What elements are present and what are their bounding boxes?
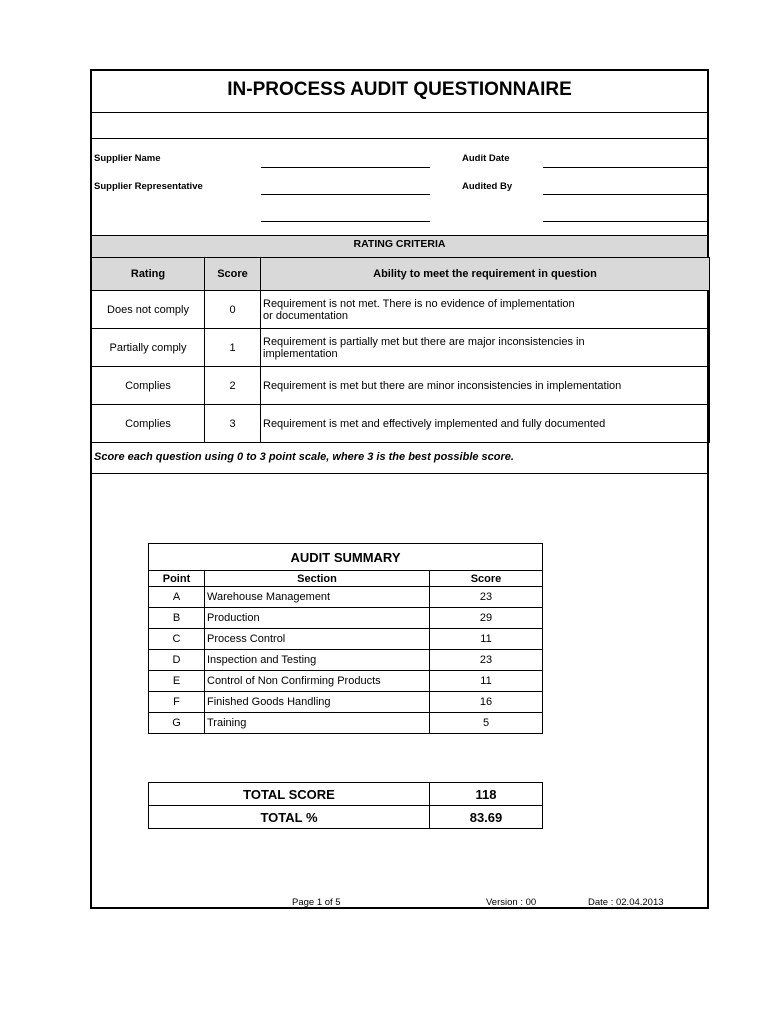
supplier-rep-field[interactable] (261, 194, 430, 195)
section-cell: Finished Goods Handling (205, 692, 430, 713)
table-row (149, 650, 543, 671)
page-number: Page 1 of 5 (292, 897, 341, 908)
score-cell: 11 (430, 671, 543, 692)
audit-date-label: Audit Date (462, 153, 510, 164)
rating-cell: Complies (92, 405, 205, 443)
rating-cell: Does not comply (92, 291, 205, 329)
table-row (92, 367, 710, 405)
header-section: Section (205, 571, 430, 587)
score-cell: 5 (430, 713, 543, 734)
section-cell: Process Control (205, 629, 430, 650)
audit-date-field[interactable] (543, 167, 709, 168)
score-cell: 23 (430, 587, 543, 608)
table-row (92, 405, 710, 443)
score-cell: 3 (205, 405, 261, 443)
desc-line: Requirement is partially met but there are major inconsistencies in (263, 335, 585, 348)
supplier-name-field[interactable] (261, 167, 430, 168)
point-cell: C (149, 629, 205, 650)
divider (92, 138, 707, 139)
header-point: Point (149, 571, 205, 587)
total-pct-row (149, 806, 543, 829)
section-cell: Warehouse Management (205, 587, 430, 608)
description-cell (261, 291, 710, 329)
rating-criteria-title: RATING CRITERIA (353, 238, 446, 250)
header-rating: Rating (92, 258, 205, 291)
desc-line: or documentation (263, 309, 348, 322)
point-cell: F (149, 692, 205, 713)
rating-cell: Complies (92, 367, 205, 405)
score-cell: 0 (205, 291, 261, 329)
desc-line: implementation (263, 347, 338, 360)
audited-by-label: Audited By (462, 181, 513, 192)
table-row (92, 291, 710, 329)
version-label: Version : 00 (486, 897, 537, 908)
point-cell: D (149, 650, 205, 671)
description-cell (261, 329, 710, 367)
score-cell: 11 (430, 629, 543, 650)
totals-table (148, 782, 543, 829)
table-header-row (92, 258, 710, 291)
total-pct-value: 83.69 (430, 806, 543, 829)
extra-field[interactable] (543, 221, 709, 222)
divider (92, 473, 707, 474)
score-cell: 23 (430, 650, 543, 671)
divider (92, 112, 707, 113)
description-cell: Requirement is met but there are minor inconsistencies in implementation (261, 367, 710, 405)
table-row (92, 329, 710, 367)
rating-criteria-table (91, 257, 710, 443)
summary-title-row (149, 544, 543, 571)
table-row (149, 629, 543, 650)
table-row (149, 692, 543, 713)
audit-summary-title: AUDIT SUMMARY (149, 544, 543, 571)
header-score: Score (205, 258, 261, 291)
header-score: Score (430, 571, 543, 587)
supplier-rep-label: Supplier Representative (94, 181, 203, 192)
header-ability: Ability to meet the requirement in question (261, 258, 710, 291)
score-cell: 1 (205, 329, 261, 367)
section-cell: Inspection and Testing (205, 650, 430, 671)
summary-header-row (149, 571, 543, 587)
score-cell: 2 (205, 367, 261, 405)
score-cell: 29 (430, 608, 543, 629)
audited-by-field[interactable] (543, 194, 709, 195)
document-frame (90, 69, 709, 909)
table-row (149, 608, 543, 629)
table-row (149, 671, 543, 692)
section-cell: Training (205, 713, 430, 734)
extra-field[interactable] (261, 221, 430, 222)
total-score-value: 118 (430, 783, 543, 806)
score-cell: 16 (430, 692, 543, 713)
total-score-label: TOTAL SCORE (149, 783, 430, 806)
total-pct-label: TOTAL % (149, 806, 430, 829)
audit-summary-table (148, 543, 543, 734)
point-cell: E (149, 671, 205, 692)
scoring-note: Score each question using 0 to 3 point scale, where 3 is the best possible score. (94, 451, 514, 463)
point-cell: A (149, 587, 205, 608)
point-cell: G (149, 713, 205, 734)
section-cell: Production (205, 608, 430, 629)
section-cell: Control of Non Confirming Products (205, 671, 430, 692)
point-cell: B (149, 608, 205, 629)
rating-cell: Partially comply (92, 329, 205, 367)
description-cell: Requirement is met and effectively implemented and fully documented (261, 405, 710, 443)
table-row (149, 587, 543, 608)
document-title: IN-PROCESS AUDIT QUESTIONNAIRE (227, 79, 572, 100)
supplier-name-label: Supplier Name (94, 153, 161, 164)
total-score-row (149, 783, 543, 806)
table-row (149, 713, 543, 734)
footer-date: Date : 02.04.2013 (588, 897, 664, 908)
desc-line: Requirement is not met. There is no evidence of implementation (263, 297, 575, 310)
